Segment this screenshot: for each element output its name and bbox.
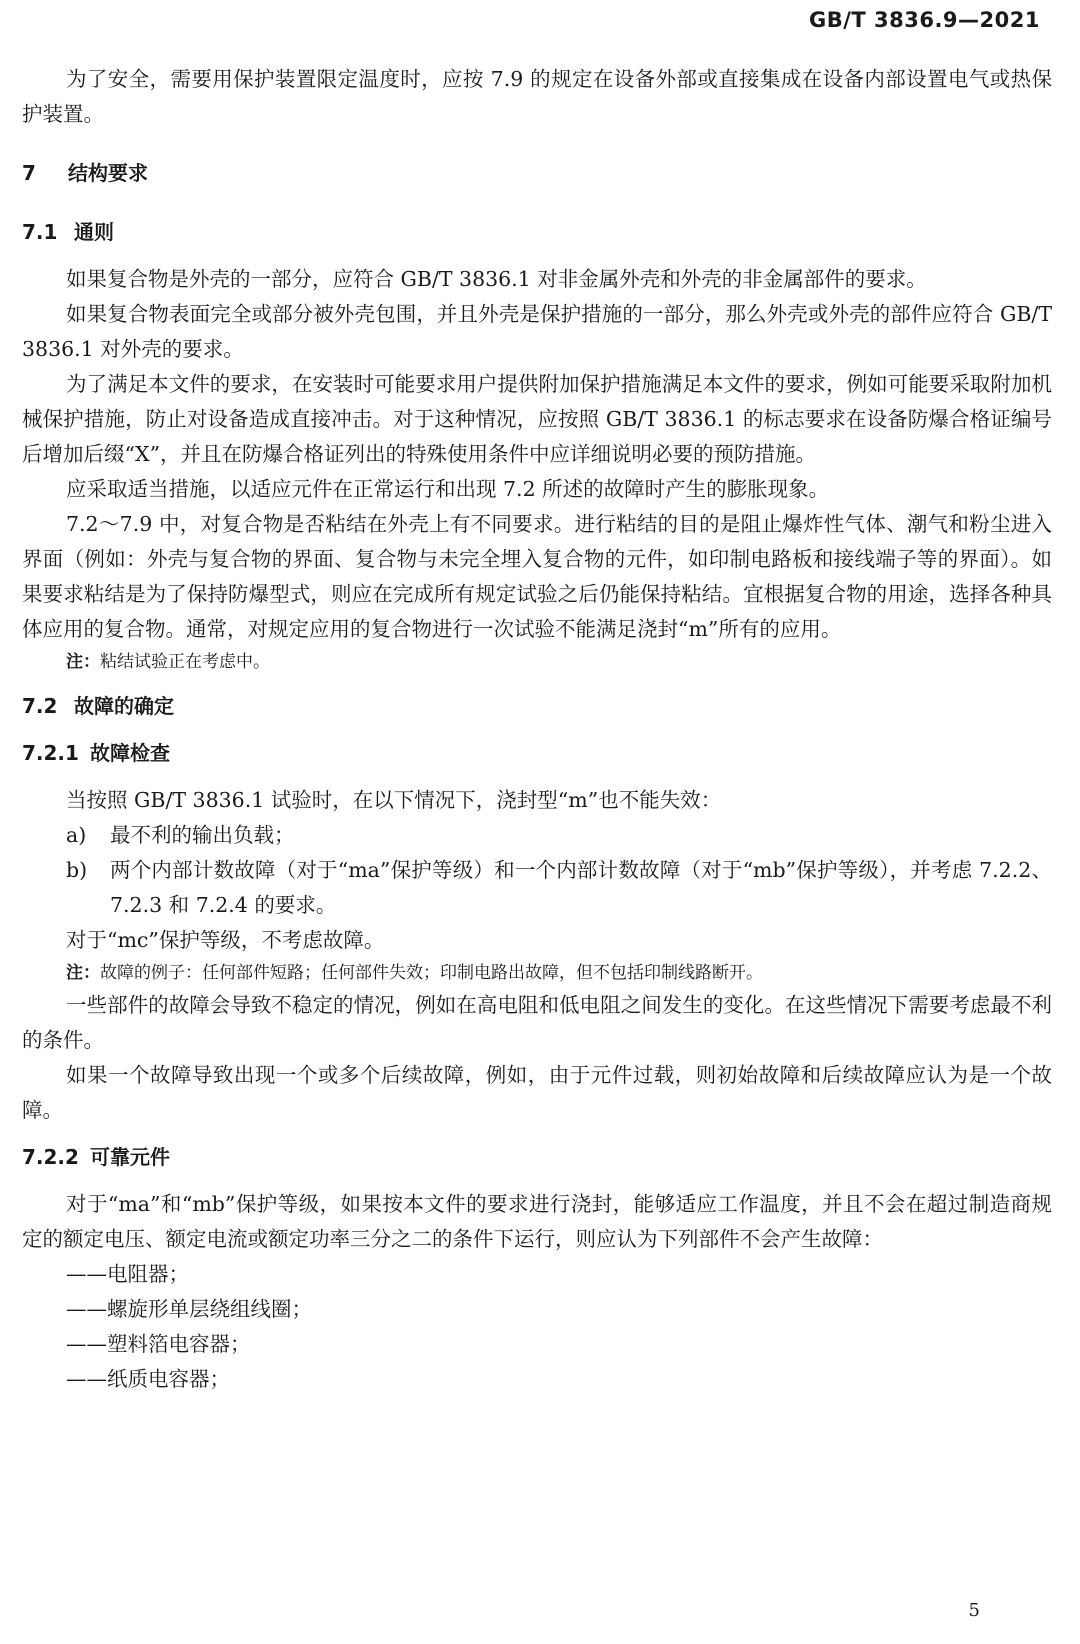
list-marker: a) — [66, 823, 87, 847]
paragraph-7-2-1-c: 一些部件的故障会导致不稳定的情况，例如在高电阻和低电阻之间发生的变化。在这些情况下需要考虑最不利的条件。 — [22, 993, 1052, 1052]
dash-item-resistor: ——电阻器； — [66, 1262, 189, 1286]
heading-title: 结构要求 — [68, 161, 148, 185]
page-content — [22, 62, 1052, 1397]
heading-title: 故障的确定 — [74, 694, 174, 718]
heading-title: 通则 — [74, 220, 114, 244]
list-item-b — [22, 853, 1052, 923]
paragraph-7-1-c: 为了满足本文件的要求，在安装时可能要求用户提供附加保护措施满足本文件的要求，例如可能要采取附加机械保护措施，防止对设备造成直接冲击。对于这种情况，应按照 GB/T 3836.1 的标志要求在设备防爆合格证编号后增加后缀“X”，并且在防爆合格证列出的特殊使用条件中应详细说明必要的预防措施。 — [22, 372, 1052, 466]
dash-item-film-capacitor: ——塑料箔电容器； — [66, 1332, 251, 1356]
heading-7-1 — [22, 215, 1052, 250]
heading-number: 7.2 — [22, 694, 58, 718]
note-label: 注： — [66, 652, 100, 672]
paragraph-intro: 为了安全，需要用保护装置限定温度时，应按 7.9 的规定在设备外部或直接集成在设备内部设置电气或热保护装置。 — [22, 67, 1052, 126]
page-number: 5 — [968, 1600, 980, 1621]
heading-title: 可靠元件 — [90, 1145, 170, 1169]
heading-7 — [22, 156, 1052, 191]
heading-title: 故障检查 — [90, 741, 170, 765]
heading-number: 7.1 — [22, 220, 58, 244]
paragraph-7-2-2-a: 对于“ma”和“mb”保护等级，如果按本文件的要求进行浇封，能够适应工作温度，并且不会在超过制造商规定的额定电压、额定电流或额定功率三分之二的条件下运行，则应认为下列部件不会产生故障： — [22, 1192, 1052, 1251]
paragraph-7-2-1-d: 如果一个故障导致出现一个或多个后续故障，例如，由于元件过载，则初始故障和后续故障应认为是一个故障。 — [22, 1063, 1052, 1122]
list-item-a — [22, 818, 1052, 853]
heading-7-2-2 — [22, 1140, 1052, 1175]
dash-item-coil: ——螺旋形单层绕组线圈； — [66, 1297, 312, 1321]
heading-number: 7 — [22, 161, 36, 185]
paragraph-7-1-a: 如果复合物是外壳的一部分，应符合 GB/T 3836.1 对非金属外壳和外壳的非金属部件的要求。 — [66, 267, 927, 291]
note-text: 故障的例子：任何部件短路；任何部件失效；印制电路出故障，但不包括印制线路断开。 — [100, 963, 763, 983]
dash-item-paper-capacitor: ——纸质电容器； — [66, 1367, 230, 1391]
list-text: 两个内部计数故障（对于“ma”保护等级）和一个内部计数故障（对于“mb”保护等级），并考虑 7.2.2、7.2.3 和 7.2.4 的要求。 — [110, 858, 1052, 917]
paragraph-7-2-1-b: 对于“mc”保护等级，不考虑故障。 — [66, 928, 385, 952]
note-label: 注： — [66, 963, 100, 983]
paragraph-7-1-e: 7.2～7.9 中，对复合物是否粘结在外壳上有不同要求。进行粘结的目的是阻止爆炸性气体、潮气和粉尘进入界面（例如：外壳与复合物的界面、复合物与未完全埋入复合物的元件，如印制电路板和接线端子等的界面）。如果要求粘结是为了保持防爆型式，则应在完成所有规定试验之后仍能保持粘结。宜根据复合物的用途，选择各种具体应用的复合物。通常，对规定应用的复合物进行一次试验不能满足浇封“m”所有的应用。 — [22, 512, 1052, 641]
heading-7-2-1 — [22, 736, 1052, 771]
list-text: 最不利的输出负载； — [110, 823, 295, 847]
note-1 — [22, 647, 1052, 677]
heading-number: 7.2.1 — [22, 741, 79, 765]
paragraph-7-2-1-a: 当按照 GB/T 3836.1 试验时，在以下情况下，浇封型“m”也不能失效： — [66, 788, 722, 812]
list-marker: b) — [66, 858, 88, 882]
heading-7-2 — [22, 689, 1052, 724]
note-2 — [22, 958, 1052, 988]
paragraph-7-1-b: 如果复合物表面完全或部分被外壳包围，并且外壳是保护措施的一部分，那么外壳或外壳的部件应符合 GB/T 3836.1 对外壳的要求。 — [22, 302, 1052, 361]
standard-code: GB/T 3836.9—2021 — [808, 8, 1040, 32]
note-text: 粘结试验正在考虑中。 — [100, 652, 270, 672]
heading-number: 7.2.2 — [22, 1145, 79, 1169]
paragraph-7-1-d: 应采取适当措施，以适应元件在正常运行和出现 7.2 所述的故障时产生的膨胀现象。 — [66, 477, 830, 501]
